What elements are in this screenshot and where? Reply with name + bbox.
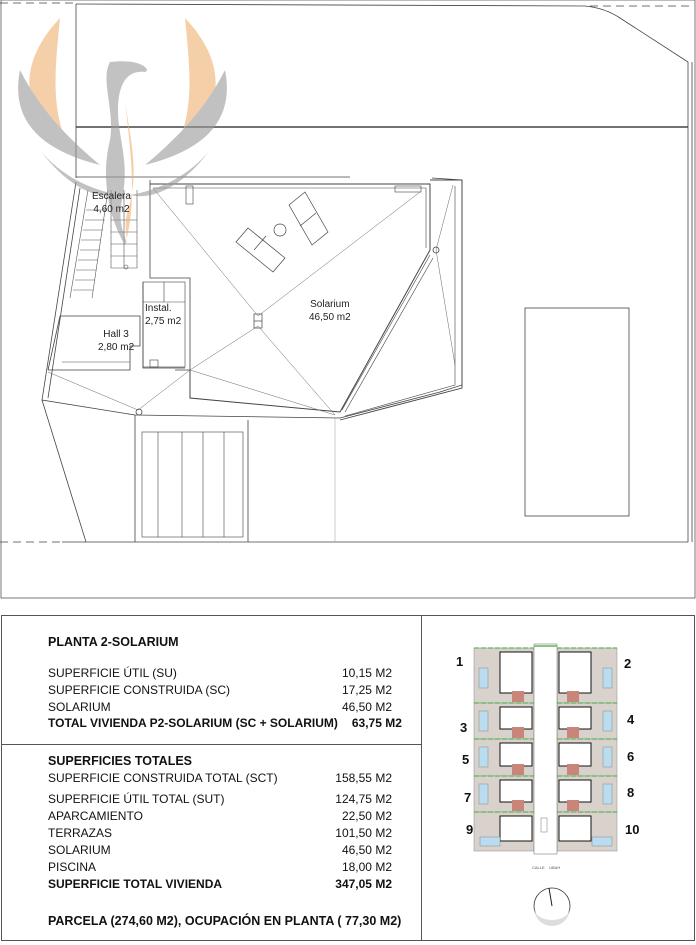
pool-right	[592, 837, 612, 846]
house-left	[500, 743, 532, 766]
row-label: SOLARIUM	[48, 700, 111, 714]
room-name: Hall 3	[103, 329, 129, 340]
house-left	[500, 707, 532, 729]
row-label: TERRAZAS	[48, 826, 113, 840]
stair-right	[567, 727, 579, 738]
stair-left	[512, 764, 524, 775]
pool-right	[603, 784, 612, 804]
row-label: SOLARIUM	[48, 843, 111, 857]
house-right	[559, 707, 591, 729]
car-icon	[541, 818, 547, 832]
row-value: 18,00 M2	[341, 860, 392, 874]
unit-number: 5	[462, 752, 470, 767]
stair-right	[567, 800, 579, 811]
table-row	[48, 826, 392, 840]
room-label-escalera	[92, 190, 131, 216]
pool-right	[603, 668, 612, 688]
stair-left	[512, 800, 524, 811]
house-left	[500, 780, 532, 802]
row-label: PISCINA	[48, 860, 97, 874]
house-left	[500, 816, 532, 841]
stair-left	[512, 691, 524, 702]
drain-icon	[150, 360, 158, 367]
unit-number: 2	[624, 656, 632, 671]
side-table	[274, 224, 286, 236]
house-right	[559, 652, 591, 693]
row-value: 46,50 M2	[341, 700, 392, 714]
planta-title: PLANTA 2-SOLARIUM	[48, 635, 179, 649]
site-plan-panel	[421, 615, 695, 941]
unit-number: 9	[466, 822, 474, 837]
pool-left	[479, 784, 488, 804]
unit-number: 1	[456, 654, 464, 669]
row-value: 101,50 M2	[335, 826, 392, 840]
total-row	[48, 716, 402, 730]
section-divider	[2, 744, 422, 745]
row-value: 46,50 M2	[341, 843, 392, 857]
room-area: 4,60 m2	[93, 204, 130, 215]
parcela-summary: PARCELA (274,60 M2), OCUPACIÓN EN PLANTA ( 77,30 M2)	[48, 914, 402, 928]
table-row	[48, 666, 392, 680]
row-value: 10,15 M2	[341, 666, 392, 680]
table-row	[48, 683, 392, 697]
unit-number: 10	[625, 822, 640, 837]
table-row	[48, 792, 392, 806]
pool-left	[479, 747, 488, 767]
row-value: 158,55 M2	[335, 771, 392, 785]
table-row	[48, 700, 392, 714]
unit-number: 6	[627, 749, 635, 764]
room-area: 2,75 m2	[145, 316, 182, 327]
row-value: 22,50 M2	[341, 809, 392, 823]
table-row	[48, 843, 392, 857]
room-name: Escalera	[92, 191, 131, 202]
stair-right	[567, 691, 579, 702]
row-label: SUPERFICIE CONSTRUIDA TOTAL (SCT)	[48, 771, 278, 785]
row-value: 347,05 M2	[335, 877, 392, 891]
area-table	[1, 615, 422, 941]
unit-number: 4	[627, 712, 635, 727]
row-label: APARCAMIENTO	[48, 809, 143, 823]
unit-number: 7	[464, 790, 472, 805]
room-area: 46,50 m2	[309, 312, 351, 323]
house-right	[559, 816, 591, 841]
row-label: SUPERFICIE CONSTRUIDA (SC)	[48, 683, 231, 697]
pool-left	[480, 837, 500, 846]
pool-outline	[525, 308, 629, 516]
totales-title: SUPERFICIES TOTALES	[48, 754, 193, 768]
pool-left	[479, 711, 488, 731]
pool-right	[603, 747, 612, 767]
row-label: SUPERFICIE TOTAL VIVIENDA	[48, 877, 223, 891]
pool-right	[603, 711, 612, 731]
pool-left	[479, 668, 488, 688]
room-area: 2,80 m2	[98, 342, 135, 353]
room-label-instal	[145, 302, 181, 328]
house-left	[500, 652, 532, 693]
lot-outline	[62, 4, 688, 542]
room-name: Solarium	[310, 299, 350, 310]
unit-number: 8	[627, 785, 635, 800]
table-row	[48, 809, 392, 823]
row-label: SUPERFICIE ÚTIL (SU)	[48, 666, 177, 680]
room-name: Instal.	[145, 303, 172, 314]
solarium-outline	[150, 184, 430, 412]
drain-icon-left	[136, 409, 142, 415]
row-label: SUPERFICIE ÚTIL TOTAL (SUT)	[48, 792, 225, 806]
room-label-hall	[98, 328, 134, 354]
stair-left	[512, 727, 524, 738]
street-label: CALLE UBAH	[532, 865, 561, 870]
pergola	[142, 432, 243, 537]
house-right	[559, 743, 591, 766]
row-value: 63,75 M2	[351, 716, 402, 730]
row-label: TOTAL VIVIENDA P2-SOLARIUM (SC + SOLARIUM)	[48, 716, 338, 730]
total-row	[48, 877, 392, 891]
room-label-solarium	[309, 298, 351, 324]
house-right	[559, 780, 591, 802]
table-row	[48, 771, 392, 785]
unit-number: 3	[460, 720, 468, 735]
row-value: 17,25 M2	[341, 683, 392, 697]
table-row	[48, 860, 392, 874]
row-value: 124,75 M2	[335, 792, 392, 806]
stair-right	[567, 764, 579, 775]
sun-loungers	[236, 192, 328, 272]
